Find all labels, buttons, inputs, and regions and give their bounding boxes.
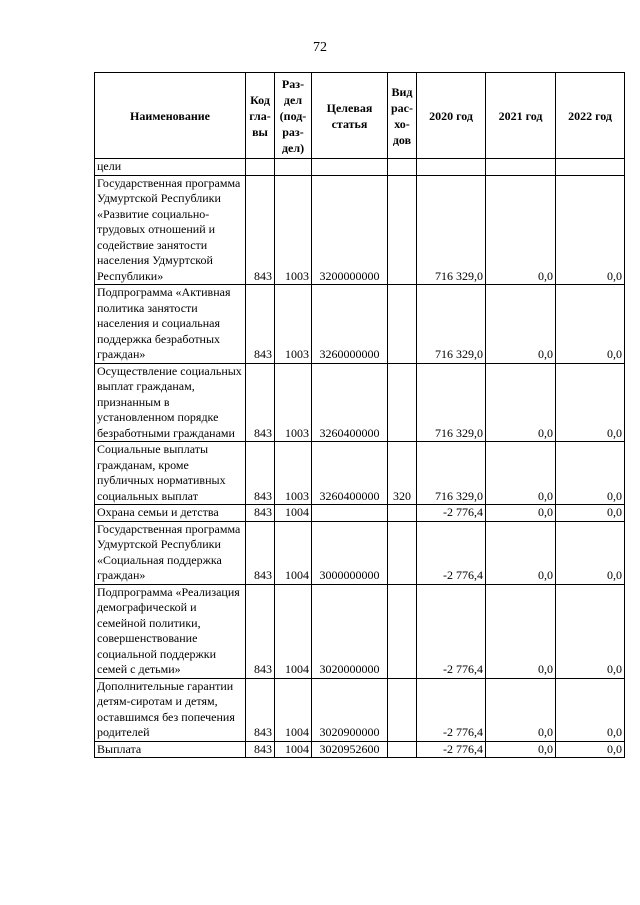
table-row: [95, 505, 625, 522]
cell-target: 3260400000: [312, 363, 388, 442]
cell-y2022: 0,0: [556, 741, 625, 758]
cell-y2020: -2 776,4: [417, 505, 486, 522]
table-row: [95, 175, 625, 285]
cell-kind: [388, 363, 417, 442]
cell-name: Социальные выплаты гражданам, кроме публичных нормативных социальных выплат: [95, 442, 246, 505]
cell-code: 843: [246, 363, 275, 442]
cell-y2022: 0,0: [556, 505, 625, 522]
cell-name: Охрана семьи и детства: [95, 505, 246, 522]
cell-section: 1003: [275, 442, 312, 505]
cell-y2020: 716 329,0: [417, 285, 486, 364]
cell-code: 843: [246, 175, 275, 285]
cell-name: цели: [95, 159, 246, 176]
cell-y2021: 0,0: [486, 678, 556, 741]
cell-section: 1003: [275, 285, 312, 364]
cell-kind: [388, 159, 417, 176]
cell-code: 843: [246, 285, 275, 364]
header-y2022: 2022 год: [556, 73, 625, 159]
cell-target: 3020952600: [312, 741, 388, 758]
cell-y2021: 0,0: [486, 505, 556, 522]
cell-section: 1003: [275, 363, 312, 442]
cell-y2021: 0,0: [486, 175, 556, 285]
cell-section: [275, 159, 312, 176]
cell-y2020: 716 329,0: [417, 363, 486, 442]
cell-y2022: 0,0: [556, 584, 625, 678]
cell-section: 1004: [275, 505, 312, 522]
cell-code: 843: [246, 741, 275, 758]
cell-name: Дополнительные гарантии детям-сиротам и детям, оставшимся без попечения родителей: [95, 678, 246, 741]
cell-target: [312, 159, 388, 176]
cell-kind: [388, 175, 417, 285]
cell-target: 3200000000: [312, 175, 388, 285]
cell-code: 843: [246, 678, 275, 741]
cell-name: Осуществление социальных выплат гражданам, признанным в установленном порядке безработными гражданами: [95, 363, 246, 442]
cell-y2020: 716 329,0: [417, 175, 486, 285]
cell-y2022: 0,0: [556, 678, 625, 741]
cell-y2020: -2 776,4: [417, 584, 486, 678]
table-row: [95, 159, 625, 176]
cell-code: 843: [246, 584, 275, 678]
cell-y2020: -2 776,4: [417, 678, 486, 741]
cell-target: 3260000000: [312, 285, 388, 364]
cell-target: 3000000000: [312, 521, 388, 584]
cell-kind: [388, 285, 417, 364]
header-row: [95, 73, 625, 159]
header-target: Целевая статья: [312, 73, 388, 159]
cell-section: 1004: [275, 521, 312, 584]
cell-section: 1004: [275, 678, 312, 741]
cell-kind: [388, 741, 417, 758]
header-code: Код гла- вы: [246, 73, 275, 159]
cell-section: 1004: [275, 741, 312, 758]
table-row: [95, 584, 625, 678]
header-y2020: 2020 год: [417, 73, 486, 159]
cell-target: 3020900000: [312, 678, 388, 741]
cell-code: 843: [246, 442, 275, 505]
cell-y2021: 0,0: [486, 285, 556, 364]
header-kind: Вид рас- хо- дов: [388, 73, 417, 159]
cell-y2020: -2 776,4: [417, 741, 486, 758]
cell-y2020: [417, 159, 486, 176]
cell-y2022: 0,0: [556, 363, 625, 442]
cell-y2021: 0,0: [486, 363, 556, 442]
cell-name: Подпрограмма «Активная политика занятости населения и социальная поддержка безработных граждан»: [95, 285, 246, 364]
cell-code: 843: [246, 521, 275, 584]
header-section: Раз- дел (под- раз- дел): [275, 73, 312, 159]
table-row: [95, 521, 625, 584]
cell-y2022: [556, 159, 625, 176]
table-row: [95, 442, 625, 505]
page-number: 72: [313, 40, 327, 55]
cell-y2021: 0,0: [486, 584, 556, 678]
budget-table: [94, 72, 625, 758]
cell-section: 1004: [275, 584, 312, 678]
header-name: Наименование: [95, 73, 246, 159]
cell-y2021: [486, 159, 556, 176]
cell-name: Выплата: [95, 741, 246, 758]
cell-name: Подпрограмма «Реализация демографической и семейной политики, совершенствование социальной поддержки семей с детьми»: [95, 584, 246, 678]
cell-code: 843: [246, 505, 275, 522]
cell-kind: [388, 584, 417, 678]
cell-name: Государственная программа Удмуртской Республики «Социальная поддержка граждан»: [95, 521, 246, 584]
cell-y2022: 0,0: [556, 285, 625, 364]
cell-y2022: 0,0: [556, 175, 625, 285]
cell-kind: 320: [388, 442, 417, 505]
cell-y2021: 0,0: [486, 442, 556, 505]
cell-kind: [388, 521, 417, 584]
cell-kind: [388, 505, 417, 522]
cell-y2021: 0,0: [486, 521, 556, 584]
cell-y2022: 0,0: [556, 521, 625, 584]
table-row: [95, 741, 625, 758]
cell-code: [246, 159, 275, 176]
cell-y2022: 0,0: [556, 442, 625, 505]
cell-target: [312, 505, 388, 522]
header-y2021: 2021 год: [486, 73, 556, 159]
table-row: [95, 678, 625, 741]
cell-y2020: 716 329,0: [417, 442, 486, 505]
cell-target: 3260400000: [312, 442, 388, 505]
cell-y2021: 0,0: [486, 741, 556, 758]
cell-target: 3020000000: [312, 584, 388, 678]
cell-y2020: -2 776,4: [417, 521, 486, 584]
table-row: [95, 363, 625, 442]
table-row: [95, 285, 625, 364]
cell-name: Государственная программа Удмуртской Республики «Развитие социально-трудовых отношений и содействие занятости населения Удмуртской Республики»: [95, 175, 246, 285]
cell-kind: [388, 678, 417, 741]
cell-section: 1003: [275, 175, 312, 285]
